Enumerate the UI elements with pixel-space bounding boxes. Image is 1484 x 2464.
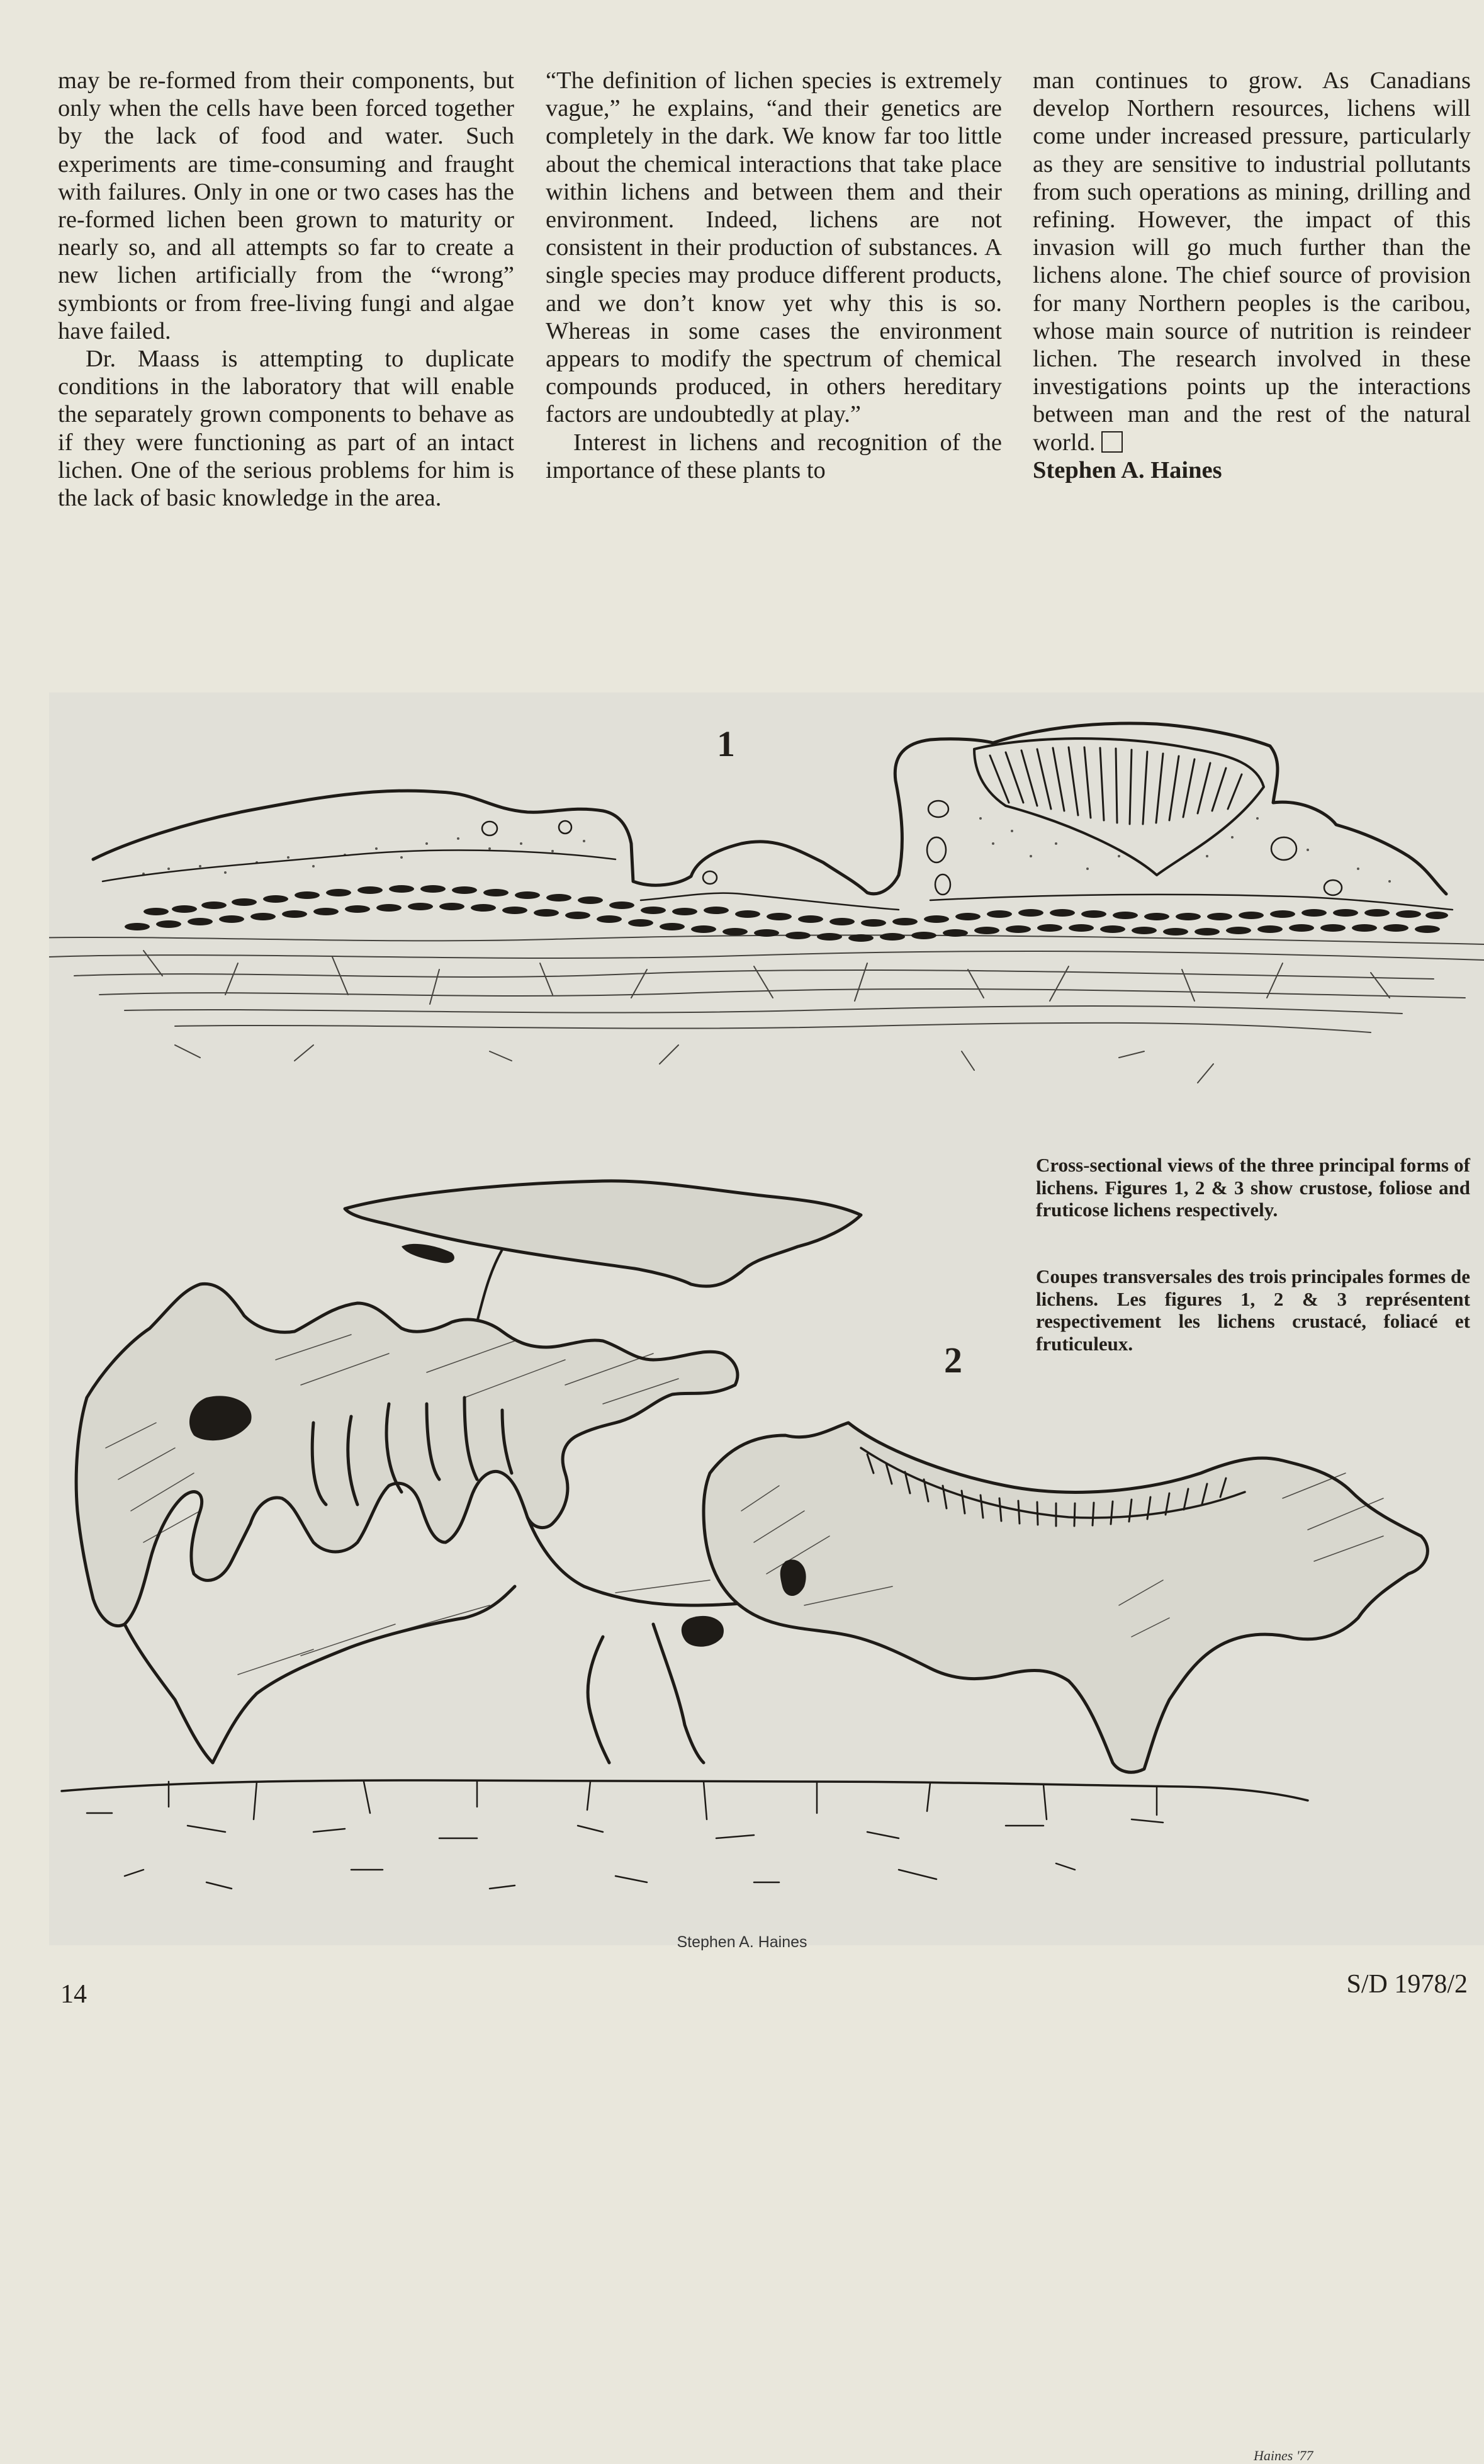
- figure-label-2: 2: [944, 1340, 962, 1381]
- article-column-2: [546, 67, 1002, 484]
- artist-signature: Haines '77: [1254, 2448, 1313, 2463]
- paragraph: Dr. Maass is attempting to duplicate conditions in the laboratory that will enable the separately grown components to behave as if they were functioning as part of an intact lichen. One of the serious problems for him is the lack of basic knowledge in the area.: [58, 346, 514, 512]
- article-column-1: [58, 67, 514, 512]
- end-mark-icon: [1101, 431, 1123, 453]
- paragraph: may be re-formed from their components, but only when the cells have been forced together by the lack of food and water. Such experiments are time-consuming and fraught with failures. Only in one or two cases has the re-formed lichen been grown to maturity or nearly so, and all attempts so far to create a new lichen artificially from the “wrong” symbionts or from free-living fungi and algae have failed.: [58, 67, 514, 344]
- issue-label: S/D 1978/2: [1346, 1970, 1468, 1999]
- figure-caption-french: Coupes transversales des trois principales formes de lichens. Les figures 1, 2 & 3 représentent respectivement les lichens crustacé, foliacé et fruticuleux.: [1036, 1265, 1470, 1355]
- paragraph: Interest in lichens and recognition of the importance of these plants to: [546, 429, 1002, 483]
- figure-label-1: 1: [717, 723, 735, 764]
- paragraph-text: man continues to grow. As Canadians develop Northern resources, lichens will come under increased pressure, particularly as they are sensitive to industrial pollutants from such operations as mining, drilling and refining. However, the impact of this invasion will go much further than the lichens alone. The chief source of provision for many Northern peoples is the caribou, whose main source of nutrition is reindeer lichen. The research involved in these investigations points up the interactions between man and the rest of the natural world.: [1033, 67, 1471, 456]
- article-column-3: [1033, 67, 1471, 484]
- figure-caption-english: Cross-sectional views of the three principal forms of lichens. Figures 1, 2 & 3 show crustose, foliose and fruticose lichens respectively.: [1036, 1154, 1470, 1221]
- illustration-credit: Stephen A. Haines: [677, 1933, 807, 1951]
- page-number: 14: [60, 1980, 87, 2009]
- crustose-lichen-drawing: [49, 723, 1484, 1083]
- paragraph: [1033, 67, 1471, 456]
- paragraph: “The definition of lichen species is extremely vague,” he explains, “and their genetics are completely in the dark. We know far too little about the chemical interactions that take place within lichens and between them and their environment. Indeed, lichens are not consistent in their production of substances. A single species may produce different products, and we don’t know yet why this is so. Whereas in some cases the environment appears to modify the spectrum of chemical compounds produced, in others hereditary factors are undoubtedly at play.”: [546, 67, 1002, 428]
- author-byline: Stephen A. Haines: [1033, 456, 1222, 483]
